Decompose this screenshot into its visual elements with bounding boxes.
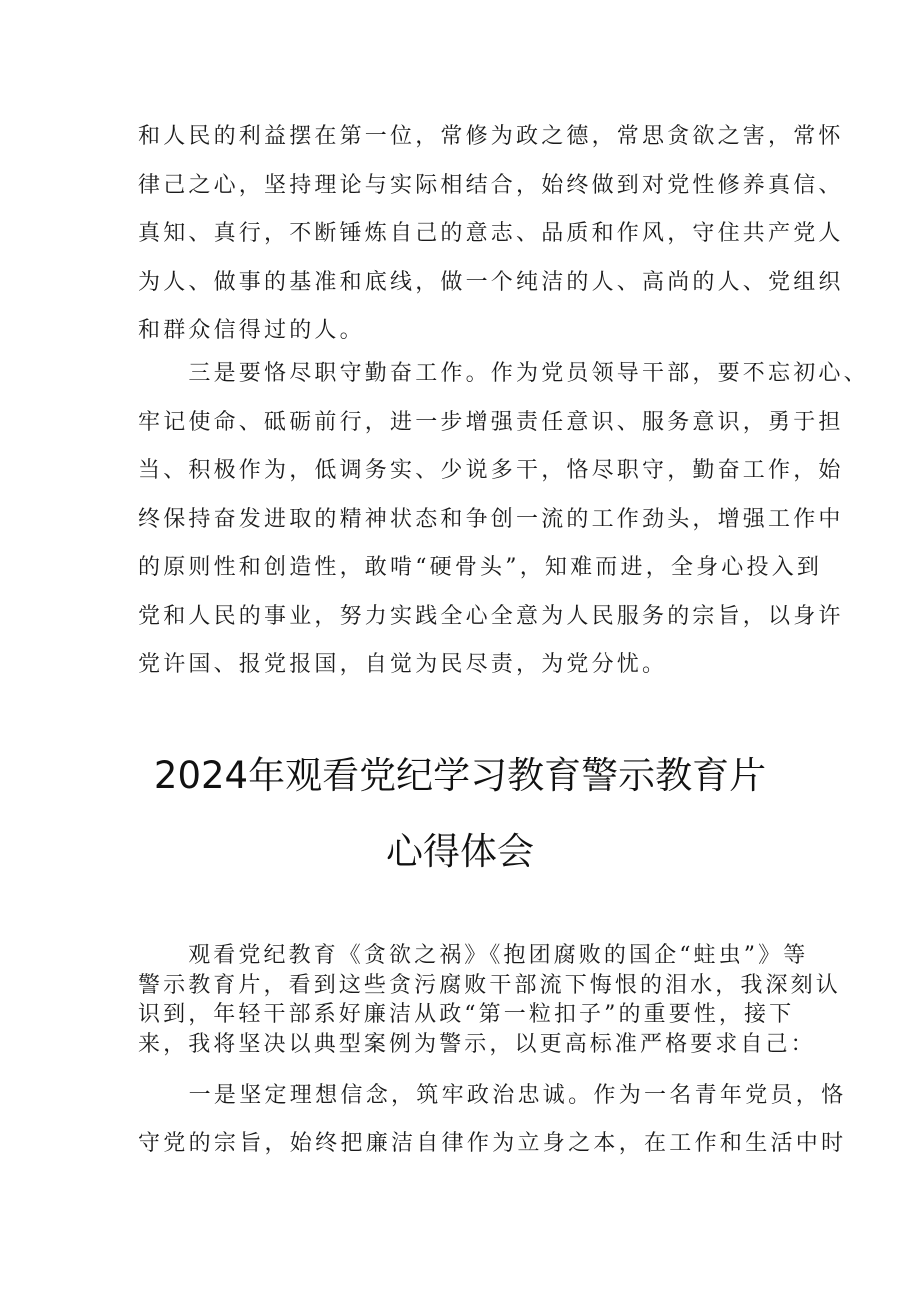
paragraph-line: 党和人民的事业，努力实践全心全意为人民服务的宗旨，以身许 (138, 603, 844, 629)
paragraph-line: 终保持奋发进取的精神状态和争创一流的工作劲头，增强工作中 (138, 506, 844, 532)
paragraph-line: 观看党纪教育《贪欲之祸》《抱团腐败的国企“蛀虫”》等 (138, 943, 809, 968)
paragraph-line: 律己之心，坚持理论与实际相结合，始终做到对党性修养真信、 (138, 172, 844, 198)
paragraph-line: 当、积极作为，低调务实、少说多干，恪尽职守，勤奋工作，始 (138, 458, 844, 483)
paragraph-line: 党许国、报党报国，自觉为民尽责，为党分忧。 (138, 652, 668, 677)
article-title-line-2: 心得体会 (386, 830, 534, 873)
first-point-paragraph (138, 1072, 847, 1168)
article-title (0, 738, 920, 890)
paragraph-line: 为人、做事的基准和底线，做一个纯洁的人、高尚的人、党组织 (138, 269, 844, 295)
paragraph-line: 警示教育片，看到这些贪污腐败干部流下悔恨的泪水，我深刻认 (138, 972, 841, 998)
paragraph-line: 识到，年轻干部系好廉洁从政“第一粒扣子”的重要性，接下 (138, 1002, 795, 1027)
intro-paragraph (138, 941, 841, 1059)
continuation-paragraph (138, 113, 844, 356)
paragraph-line: 牢记使命、砥砺前行，进一步增强责任意识、服务意识，勇于担 (138, 409, 844, 435)
paragraph-line: 真知、真行，不断锤炼自己的意志、品质和作风，守住共产党人 (138, 221, 844, 246)
paragraph-line: 和群众信得过的人。 (138, 318, 365, 343)
paragraph-line: 守党的宗旨，始终把廉洁自律作为立身之本，在工作和生活中时 (138, 1131, 847, 1156)
paragraph-line: 来，我将坚决以典型案例为警示，以更高标准严格要求自己： (138, 1031, 816, 1057)
paragraph-line: 三是要恪尽职守勤奋工作。作为党员领导干部，要不忘初心、 (138, 361, 869, 386)
third-point-paragraph (138, 350, 869, 690)
article-title-line-1: 2024年观看党纪学习教育警示教育片 (153, 754, 767, 797)
paragraph-line: 一是坚定理想信念，筑牢政治忠诚。作为一名青年党员，恪 (138, 1083, 847, 1108)
paragraph-line: 和人民的利益摆在第一位，常修为政之德，常思贪欲之害，常怀 (138, 124, 844, 149)
paragraph-line: 的原则性和创造性，敢啃“硬骨头”，知难而进，全身心投入到 (138, 555, 823, 580)
